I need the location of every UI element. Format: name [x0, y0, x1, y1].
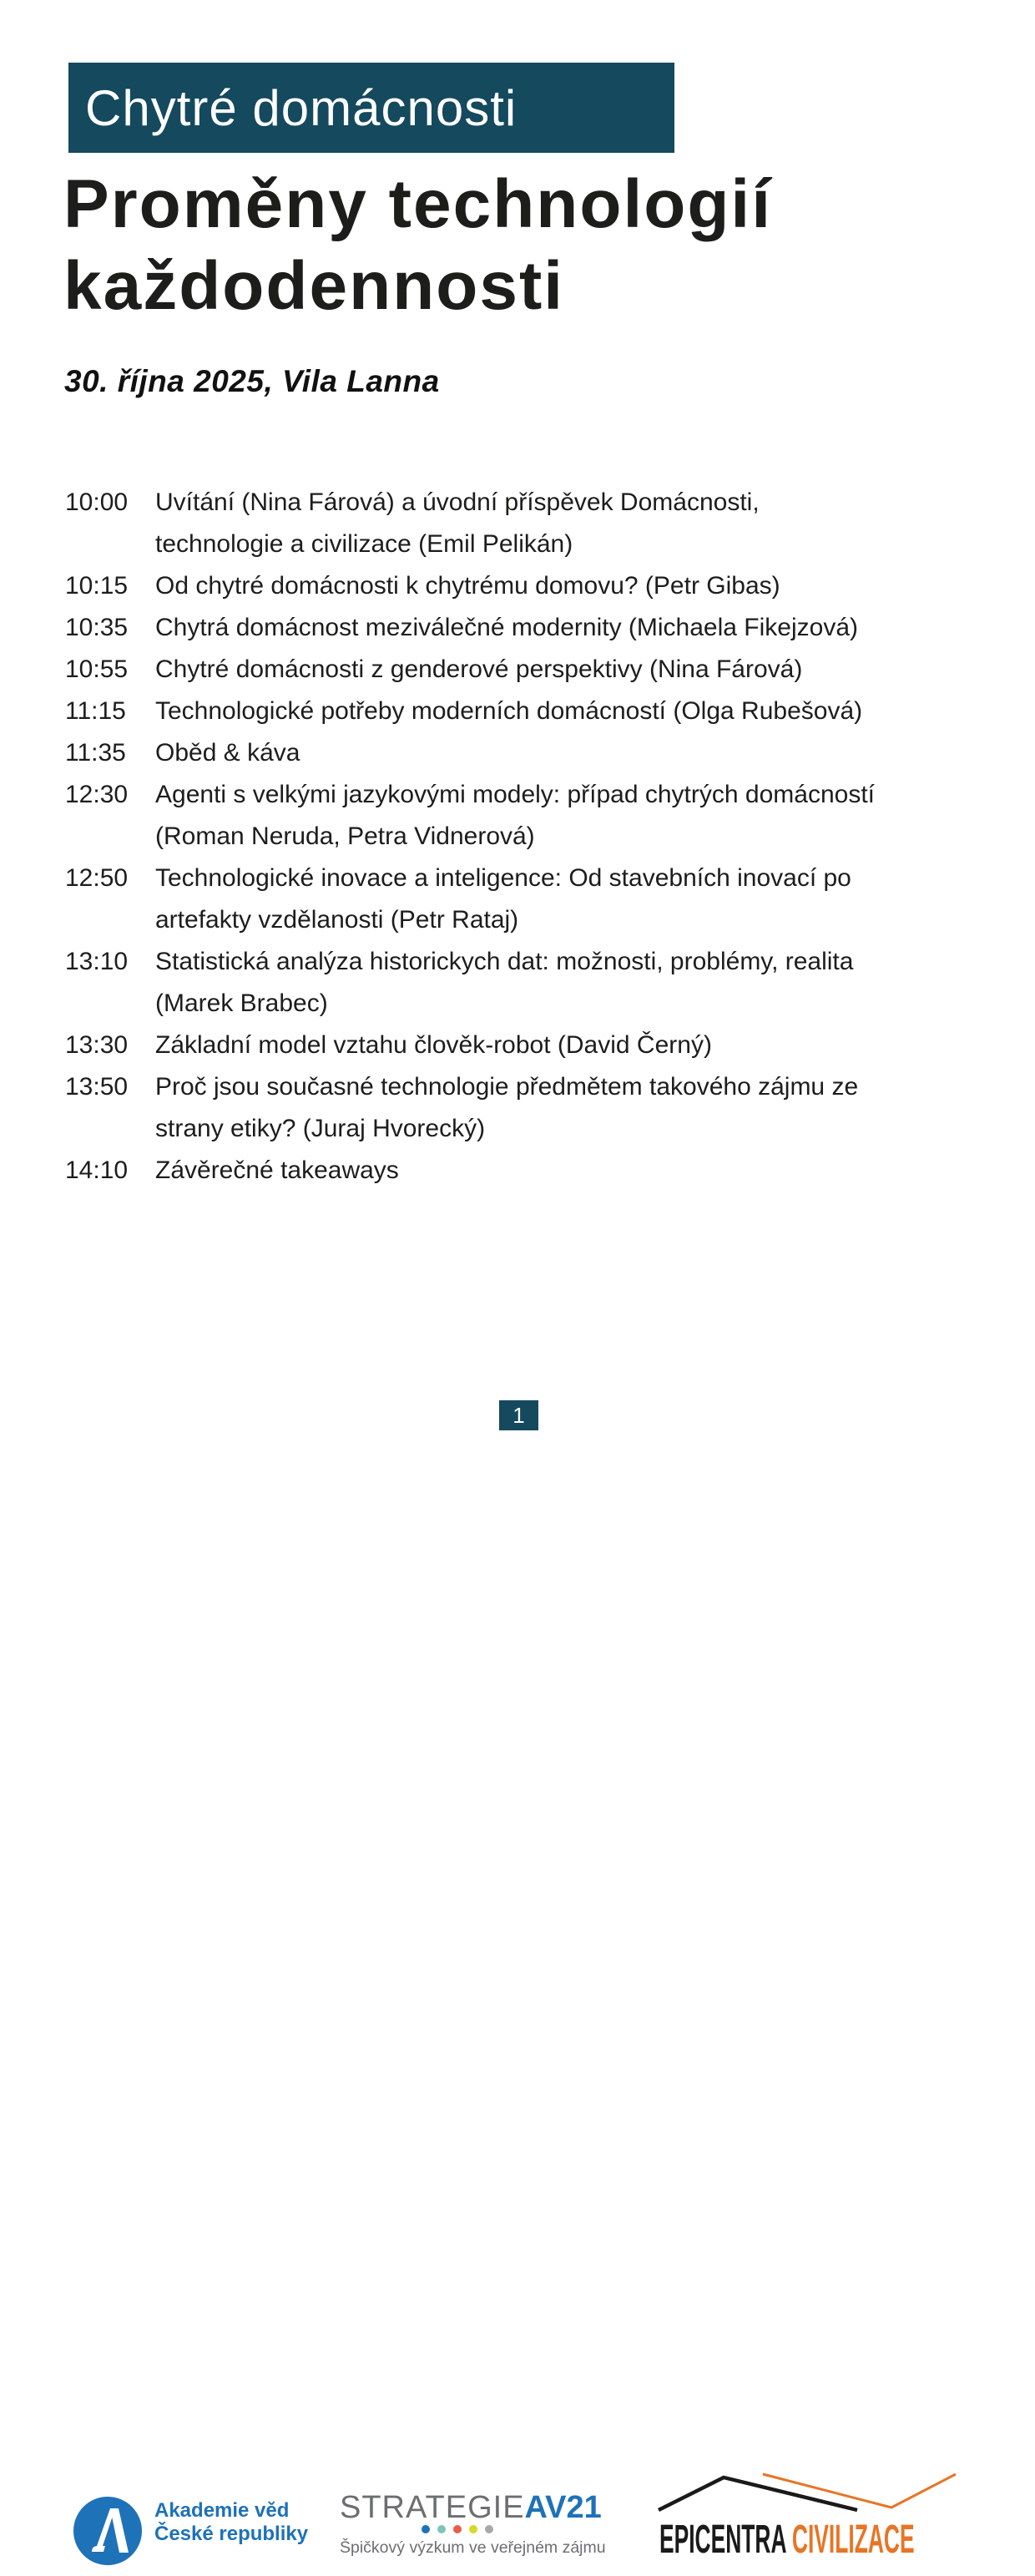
dot-red-icon	[453, 2525, 462, 2533]
schedule-item-time: 12:50	[65, 864, 129, 892]
event-date-venue: 30. října 2025, Vila Lanna	[64, 364, 440, 398]
schedule-item-title: Uvítání (Nina Fárová) a úvodní příspěvek Domácnosti, technologie a civilizace (Emil Pelikán)	[155, 488, 760, 558]
schedule-item-title: Statistická analýza historickych dat: možnosti, problémy, realita (Marek Brabec)	[155, 948, 854, 1017]
five-color-dots-icon	[422, 2525, 493, 2533]
schedule-item-time: 11:35	[65, 739, 126, 767]
dot-teal-icon	[437, 2525, 446, 2533]
schedule-item-time: 10:00	[65, 488, 129, 516]
civilizace-wordmark: CIVILIZACE	[791, 2518, 915, 2562]
strategie-tagline: Špičkový výzkum ve veřejném zájmu	[340, 2538, 606, 2557]
epicentra-civilizace-logo	[651, 2467, 1002, 2576]
schedule-item-time: 11:15	[65, 697, 126, 725]
schedule-item-title: Technologické potřeby moderních domácností (Olga Rubešová)	[155, 697, 863, 725]
schedule-item	[65, 732, 967, 774]
schedule-item-time: 10:15	[65, 572, 129, 600]
schedule-item	[65, 941, 967, 1025]
av21-wordmark: AV21	[524, 2490, 602, 2525]
schedule-item-time: 13:10	[65, 948, 129, 975]
schedule-item-time: 13:30	[65, 1031, 129, 1059]
schedule-item	[65, 774, 967, 858]
schedule-item	[65, 649, 967, 691]
schedule-item-title: Oběd & káva	[155, 739, 300, 767]
schedule-item-title: Technologické inovace a inteligence: Od stavebních inovací po artefakty vzdělanosti (Petr Rataj)	[155, 864, 851, 934]
schedule-item-time: 10:55	[65, 655, 129, 683]
schedule-item-title: Proč jsou současné technologie předmětem takového zájmu ze strany etiky? (Juraj Hvorecký)	[155, 1073, 859, 1142]
schedule-item	[65, 607, 967, 649]
strategie-wordmark: STRATEGIE	[340, 2490, 525, 2525]
page-number-badge	[499, 1400, 538, 1430]
schedule-item-title: Agenti s velkými jazykovými modely: případ chytrých domácností (Roman Neruda, Petra Vidnerová)	[155, 781, 875, 850]
avcr-circle-a-emblem-icon	[73, 2497, 142, 2565]
schedule-item	[65, 1025, 967, 1066]
schedule-item	[65, 1150, 967, 1192]
footer-logos	[0, 1219, 1035, 2562]
schedule-list	[65, 482, 967, 1192]
epicentra-wordmark: EPICENTRA	[659, 2518, 786, 2562]
schedule-item-title: Závěrečné takeaways	[155, 1156, 399, 1184]
strategie-av21-logo	[340, 2490, 606, 2557]
schedule-item-time: 10:35	[65, 614, 129, 641]
event-category-label: Chytré domácnosti	[85, 79, 518, 136]
schedule-item-title: Základní model vztahu člověk-robot (David Černý)	[155, 1031, 712, 1059]
schedule-item-title: Chytré domácnosti z genderové perspektivy (Nina Fárová)	[155, 655, 803, 683]
page-title: Proměny technologií každodennosti	[63, 166, 772, 324]
roofline-zigzag-icon	[651, 2467, 968, 2518]
avcr-logo-text	[154, 2499, 308, 2546]
schedule-item-time: 14:10	[65, 1156, 129, 1184]
schedule-item	[65, 482, 967, 565]
dot-yellow-icon	[469, 2525, 477, 2533]
schedule-item	[65, 1066, 967, 1150]
schedule-item	[65, 691, 967, 732]
page-number: 1	[512, 1402, 525, 1428]
schedule-item-title: Chytrá domácnost meziválečné modernity (Michaela Fikejzová)	[155, 614, 858, 641]
schedule-item-time: 12:30	[65, 781, 129, 808]
event-category-banner	[68, 63, 674, 153]
avcr-logo-line2: České republiky	[154, 2523, 309, 2545]
dot-gray-icon	[485, 2525, 493, 2533]
epicentra-civilizace-wordmark	[659, 2517, 915, 2563]
dot-blue-icon	[422, 2525, 430, 2533]
schedule-item-title: Od chytré domácnosti k chytrému domovu? (Petr Gibas)	[155, 572, 780, 600]
schedule-item	[65, 858, 967, 941]
schedule-item	[65, 565, 967, 607]
strategie-av21-wordmark	[340, 2490, 602, 2526]
avcr-logo-line1: Akademie věd	[154, 2499, 290, 2522]
schedule-item-time: 13:50	[65, 1073, 129, 1101]
